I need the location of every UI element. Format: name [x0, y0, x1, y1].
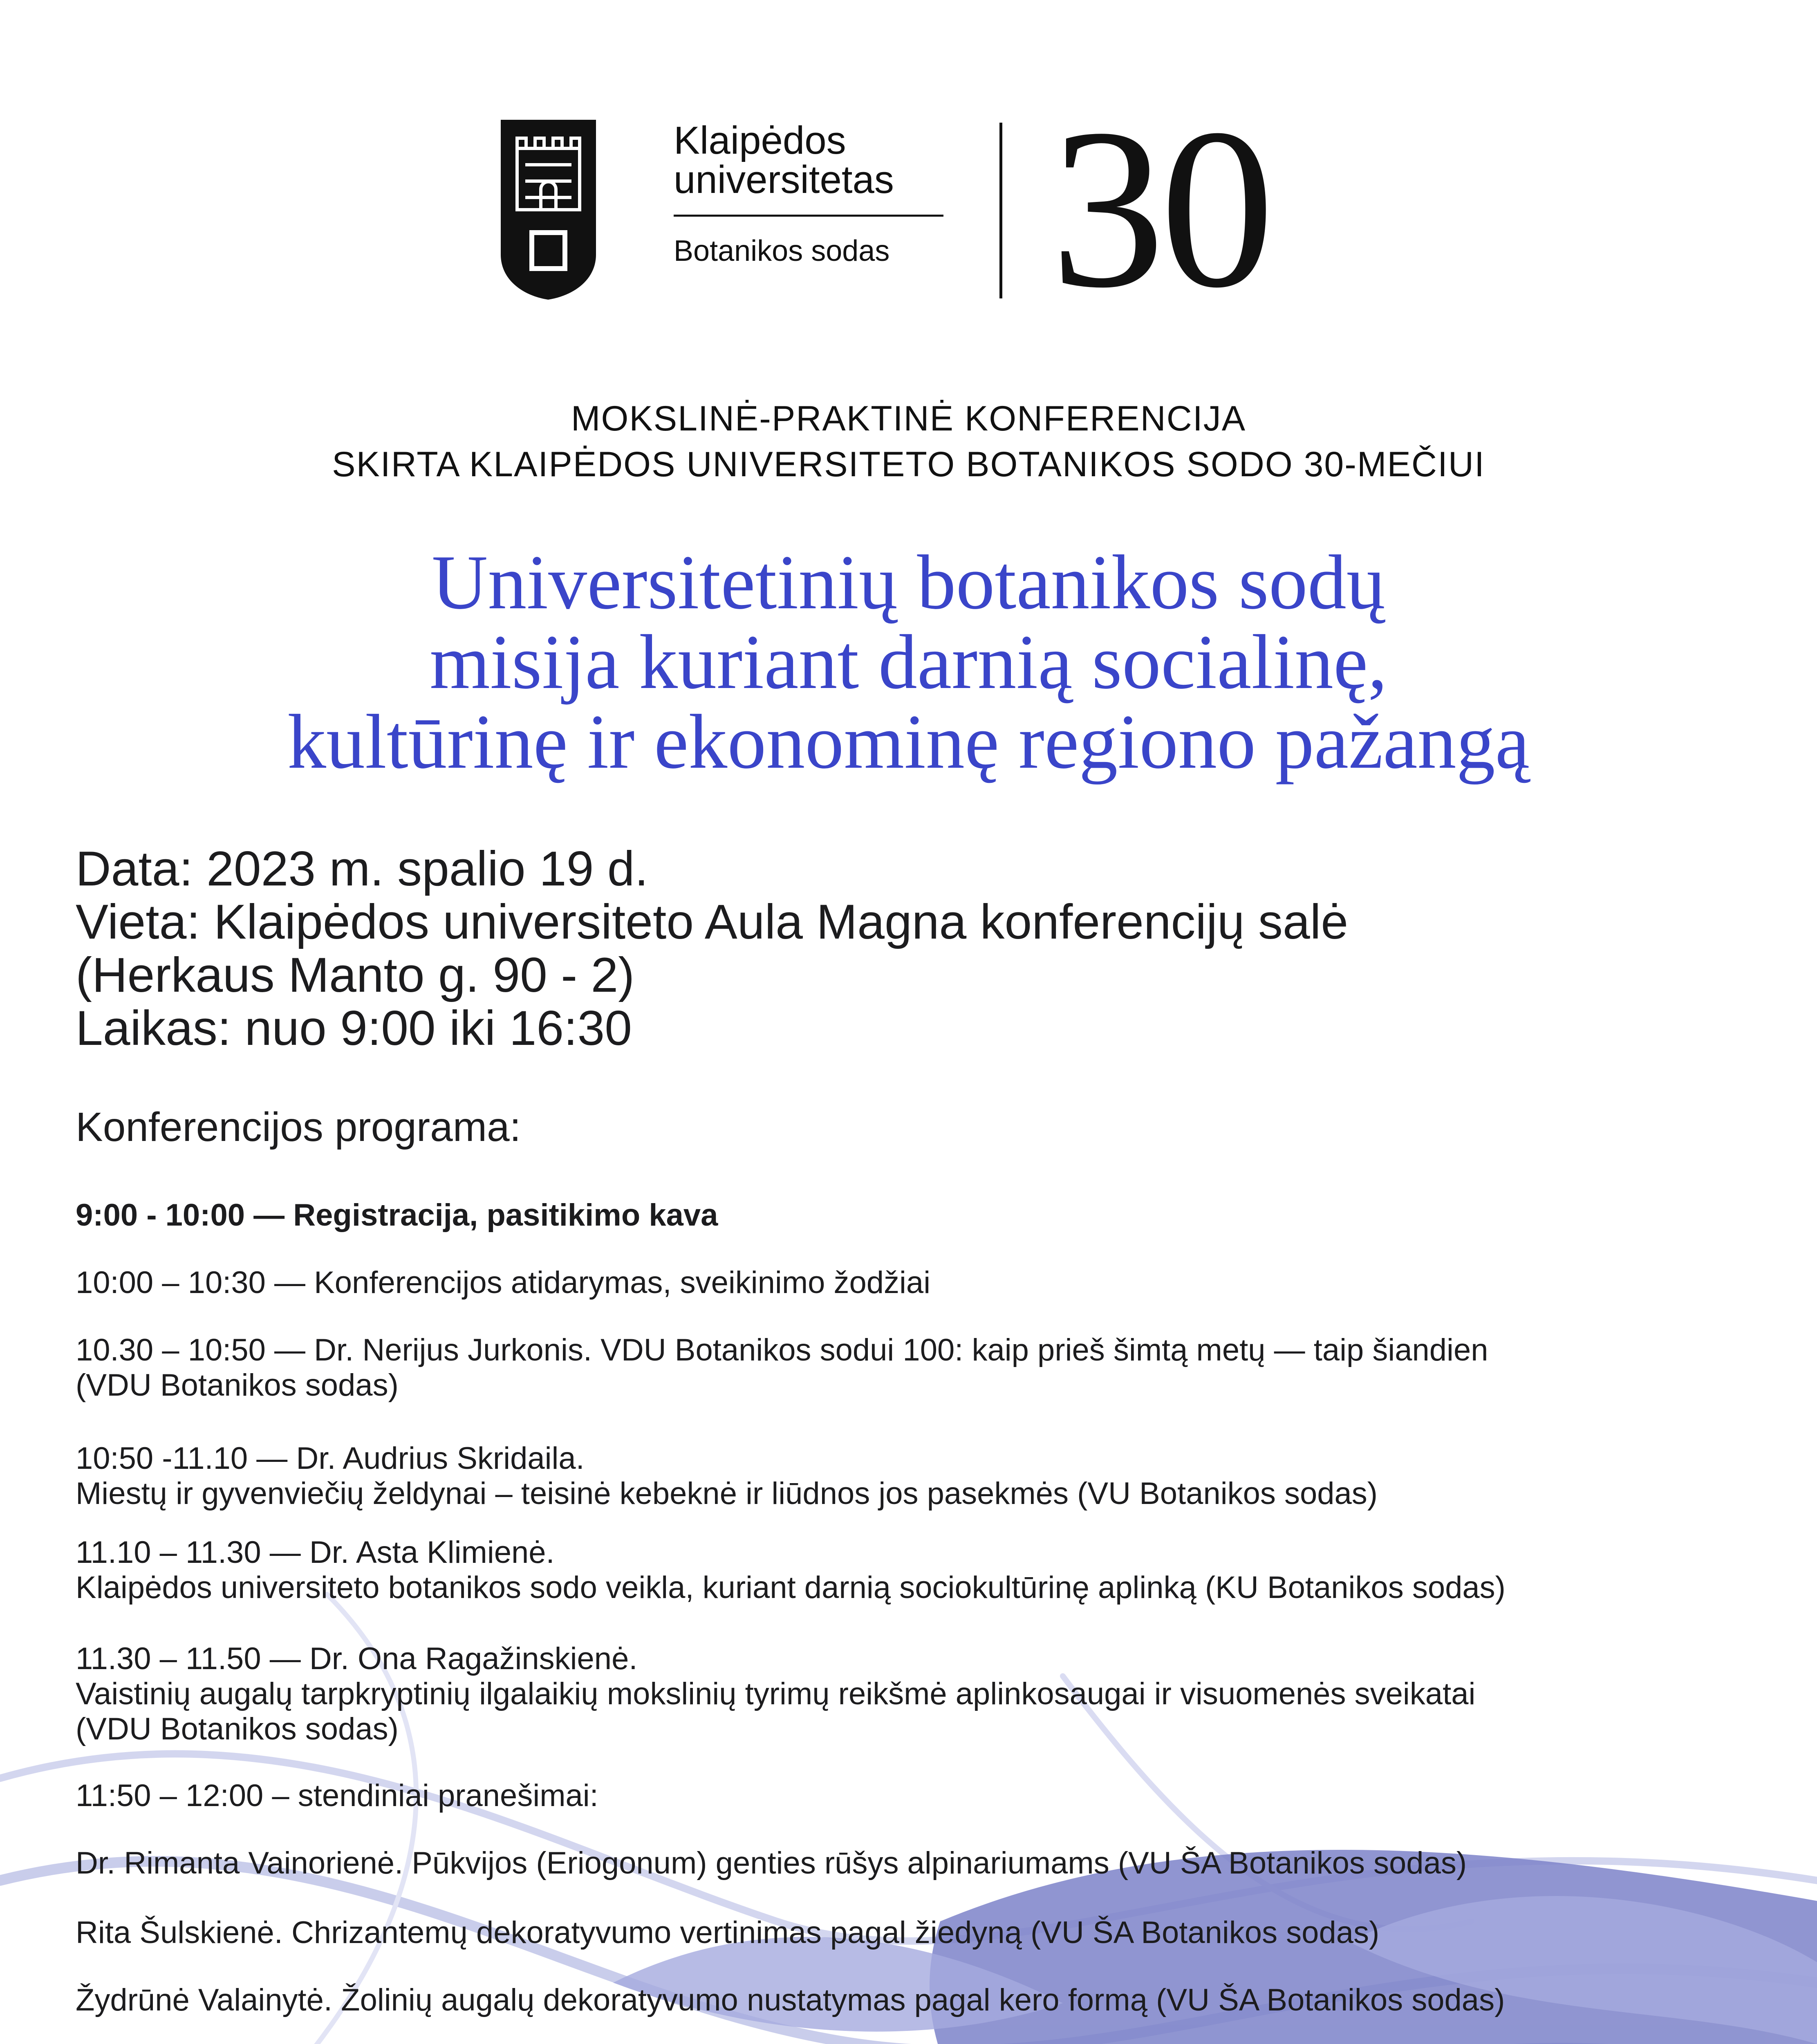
conference-title-line-1: Universitetinių botanikos sodų [432, 540, 1385, 625]
conference-type: MOKSLINĖ-PRAKTINĖ KONFERENCIJA [571, 399, 1246, 438]
program-item-line: Rita Šulskienė. Chrizantemų dekoratyvumo vertinimas pagal žiedyną (VU ŠA Botanikos sodas) [76, 1915, 1380, 1950]
brand-name-line-2: universitetas [674, 158, 894, 202]
conference-title-line-3: kultūrinę ir ekonominę regiono pažangą [287, 699, 1530, 785]
program-item-line: Vaistinių augalų tarpkryptinių ilgalaikių mokslinių tyrimų reikšmė aplinkosaugai ir visuomenės sveikatai [76, 1676, 1476, 1711]
program-item-line: 11.10 – 11.30 — Dr. Asta Klimienė. [76, 1535, 555, 1570]
conference-title-line-2: misija kuriant darnią socialinę, [430, 619, 1387, 705]
event-time: Laikas: nuo 9:00 iki 16:30 [76, 1001, 632, 1056]
program-item-line: 10:50 -11.10 — Dr. Audrius Skridaila. [76, 1441, 585, 1476]
header-divider [999, 123, 1002, 298]
brand-subunit: Botanikos sodas [674, 235, 890, 267]
event-address: (Herkaus Manto g. 90 - 2) [76, 948, 635, 1002]
university-shield-logo [501, 120, 596, 300]
brand-underline [674, 215, 943, 217]
program-item-line: Dr. Rimanta Vainorienė. Pūkvijos (Eriogonum) genties rūšys alpinariumams (VU ŠA Botanikos sodas) [76, 1846, 1467, 1880]
program-item-line: (VDU Botanikos sodas) [76, 1368, 399, 1403]
program-item-line: 11:50 – 12:00 – stendiniai pranešimai: [76, 1778, 598, 1813]
program-item-line: 11.30 – 11.50 — Dr. Ona Ragažinskienė. [76, 1641, 638, 1676]
program-item-line: Klaipėdos universiteto botanikos sodo veikla, kuriant darnią sociokultūrinę aplinką (KU Botanikos sodas) [76, 1570, 1506, 1605]
brand-name-line-1: Klaipėdos [674, 119, 846, 162]
program-item-line: 10:00 – 10:30 — Konferencijos atidarymas, sveikinimo žodžiai [76, 1265, 931, 1300]
anniversary-number: 30 [1051, 82, 1270, 335]
program-item-line: Žydrūnė Valainytė. Žolinių augalų dekoratyvumo nustatymas pagal kero formą (VU ŠA Botanikos sodas) [76, 1983, 1505, 2017]
program-item-line: (VDU Botanikos sodas) [76, 1712, 399, 1746]
conference-dedication: SKIRTA KLAIPĖDOS UNIVERSITETO BOTANIKOS SODO 30-MEČIUI [332, 445, 1485, 484]
program-item-line: 10.30 – 10:50 — Dr. Nerijus Jurkonis. VDU Botanikos sodui 100: kaip prieš šimtą metų — taip šiandien [76, 1333, 1488, 1367]
event-venue: Vieta: Klaipėdos universiteto Aula Magna konferencijų salė [76, 894, 1349, 949]
program-item-line: Miestų ir gyvenviečių želdynai – teisinė kebeknė ir liūdnos jos pasekmės (VU Botanikos sodas) [76, 1476, 1378, 1511]
program-heading: Konferencijos programa: [76, 1104, 521, 1150]
program-item-line: 9:00 - 10:00 — Registracija, pasitikimo kava [76, 1198, 718, 1233]
event-date: Data: 2023 m. spalio 19 d. [76, 841, 648, 896]
